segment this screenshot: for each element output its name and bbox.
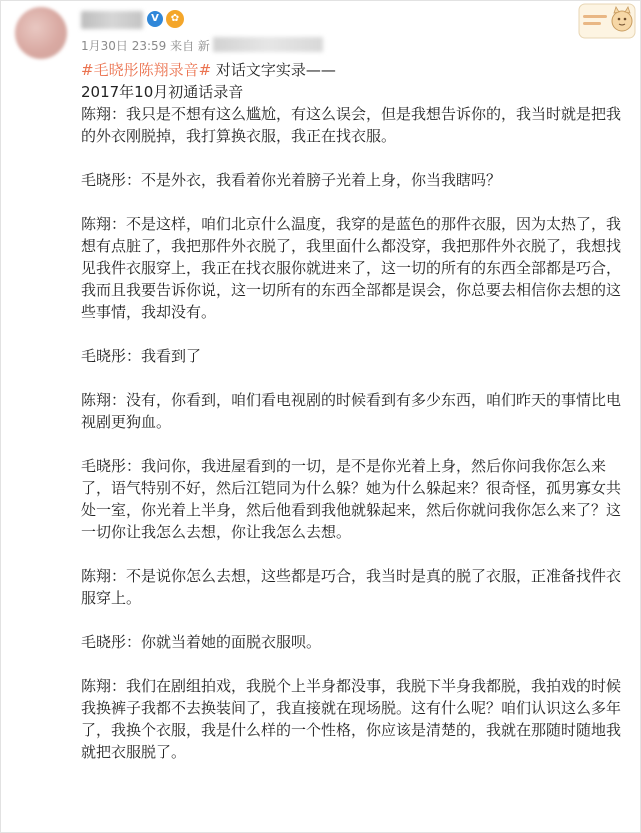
dialogue-paragraph: 陈翔：不是说你怎么去想，这些都是巧合，我当时是真的脱了衣服，正准备找件衣服穿上。 [81, 567, 622, 607]
post-source-blurred [213, 37, 323, 52]
dialogue-paragraph: 毛晓彤：我看到了 [81, 347, 202, 365]
post-content [81, 59, 621, 763]
verified-icon: V [147, 11, 163, 27]
dialogue-paragraph: 毛晓彤：你就当着她的面脱衣服呗。 [81, 633, 322, 651]
dialogue-paragraph: 毛晓彤：我问你，我进屋看到的一切，是不是你光着上身，然后你问我你怎么来了，语气特别不好，然后江铠同为什么躲？她为什么躲起来？很奇怪，孤男寡女共处一室，你光着上半身，然后他看到我他就躲起来，然后你就问我你怎么来了？这一切你让我怎么去想，你让我怎么去想。 [81, 457, 622, 541]
dialogue-paragraph: 陈翔：我们在剧组拍戏，我脱个上半身都没事，我脱下半身我都脱，我拍戏的时候我换裤子我都不去换装间了，我直接就在现场脱。这有什么呢？咱们认识这么多年了，我换个衣服，我是什么样的一个性格，你应该是清楚的，我就在那随时随地我就把衣服脱了。 [81, 677, 622, 761]
avatar[interactable] [15, 7, 67, 59]
dialogue-paragraph: 陈翔：没有，你看到，咱们看电视剧的时候看到有多少东西，咱们昨天的事情比电视剧更狗血。 [81, 391, 622, 431]
topic-hashtag-link[interactable]: #毛晓彤陈翔录音# [81, 61, 212, 79]
username-blurred[interactable] [81, 11, 143, 29]
dialogue-paragraph: 陈翔：不是这样，咱们北京什么温度，我穿的是蓝色的那件衣服，因为太热了，我想有点脏了，我把那件外衣脱了，我里面什么都没穿，我把那件外衣脱了，我想找见我件衣服穿上，我正在找衣服你就进来了，这一切的所有的东西全部都是巧合，我而且我要告诉你说，这一切所有的东西全部都是误会，你总要去相信你去想的这些事情，我却没有。 [81, 215, 622, 321]
date-line: 2017年10月初通话录音 [81, 83, 244, 101]
post-meta-time[interactable]: 1月30日 23:59 来自 新 [81, 39, 210, 53]
topic-text: 对话文字实录—— [211, 61, 336, 79]
dialogue-paragraph: 陈翔：我只是不想有这么尴尬，有这么误会，但是我想告诉你的，我当时就是把我的外衣刚脱掉，我打算换衣服，我正在找衣服。 [81, 105, 622, 145]
vip-badge-icon: ✿ [166, 10, 184, 28]
dialogue-paragraph: 毛晓彤：不是外衣，我看着你光着膀子光着上身，你当我瞎吗？ [81, 171, 502, 189]
topic-line [81, 59, 621, 81]
cat-sticker-decoration-icon [578, 1, 636, 41]
